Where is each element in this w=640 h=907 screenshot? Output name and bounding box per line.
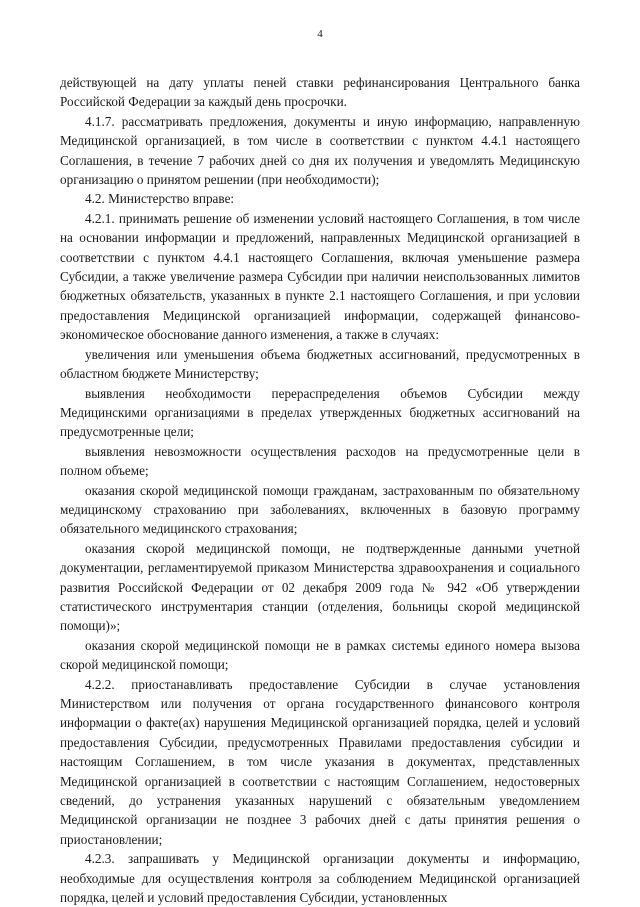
case-redistribution: выявления необходимости перераспределения объемов Субсидии между Медицинскими организациями в пределах утвержденных бюджетных ассигнований на предусмотренные цели; — [60, 385, 580, 440]
page-number: 4 — [317, 28, 323, 40]
case-outside-single-number: оказания скорой медицинской помощи не в рамках системы единого номера вызова скорой медицинской помощи; — [60, 637, 580, 673]
document-body — [60, 73, 580, 907]
paragraph-4-2-2: 4.2.2. приостанавливать предоставление Субсидии в случае установления Министерством или получения от органа государственного финансового контроля информации о факте(ах) нарушения Медицинской организацией порядка, целей и условий предоставления Субсидии, предусмотренных Правилами предоставления субсидии и настоящим Соглашением, в том числе указания в документах, представленных Медицинской организацией в соответствии с настоящим Соглашением, недостоверных сведений, до устранения указанных нарушений с обязательным уведомлением Медицинской организации не позднее 3 рабочих дней с даты принятия решения о приостановлении; — [60, 676, 580, 847]
paragraph-4-1-7: 4.1.7. рассматривать предложения, документы и иную информацию, направленную Медицинской организацией, в том числе в соответствии с пунктом 4.4.1 настоящего Соглашения, в течение 7 рабочих дней со дня их получения и уведомлять Медицинскую организацию о принятом решении (при необходимости); — [60, 113, 580, 188]
paragraph-4-2-3: 4.2.3. запрашивать у Медицинской организации документы и информацию, необходимые для осуществления контроля за соблюдением Медицинской организацией порядка, целей и условий предоставления Субсидии, установленных — [60, 851, 580, 906]
case-impossibility: выявления невозможности осуществления расходов на предусмотренные цели в полном объеме; — [60, 443, 580, 479]
paragraph-4-2-1: 4.2.1. принимать решение об изменении условий настоящего Соглашения, в том числе на основании информации и предложений, направленных Медицинской организацией в соответствии с пунктом 4.4.1 настоящего Соглашения, включая уменьшение размера Субсидии, а также увеличение размера Субсидии при наличии неиспользованных лимитов бюджетных обязательств, указанных в пункте 2.1 настоящего Соглашения, и при условии предоставления Медицинской организацией информации, содержащей финансово-экономическое обоснование данного изменения, а также в случаях: — [60, 210, 580, 343]
case-unconfirmed-docs: оказания скорой медицинской помощи, не подтвержденные данными учетной документации, регламентируемой приказом Министерства здравоохранения и социального развития Российской Федерации от 02 декабря 2009 года № 942 «Об утверждении статистического инструментария станции (отделения, больницы скорой медицинской помощи)»; — [60, 540, 580, 634]
paragraph-4-2: 4.2. Министерство вправе: — [85, 191, 235, 207]
case-budget-change: увеличения или уменьшения объема бюджетных ассигнований, предусмотренных в областном бюджете Министерству; — [60, 346, 580, 382]
paragraph-continuation: действующей на дату уплаты пеней ставки рефинансирования Центрального банка Российской Федерации за каждый день просрочки. — [60, 75, 580, 110]
case-insured-citizens: оказания скорой медицинской помощи гражданам, застрахованным по обязательному медицинскому страхованию при заболеваниях, включенных в базовую программу обязательного медицинского страхования; — [60, 482, 580, 537]
